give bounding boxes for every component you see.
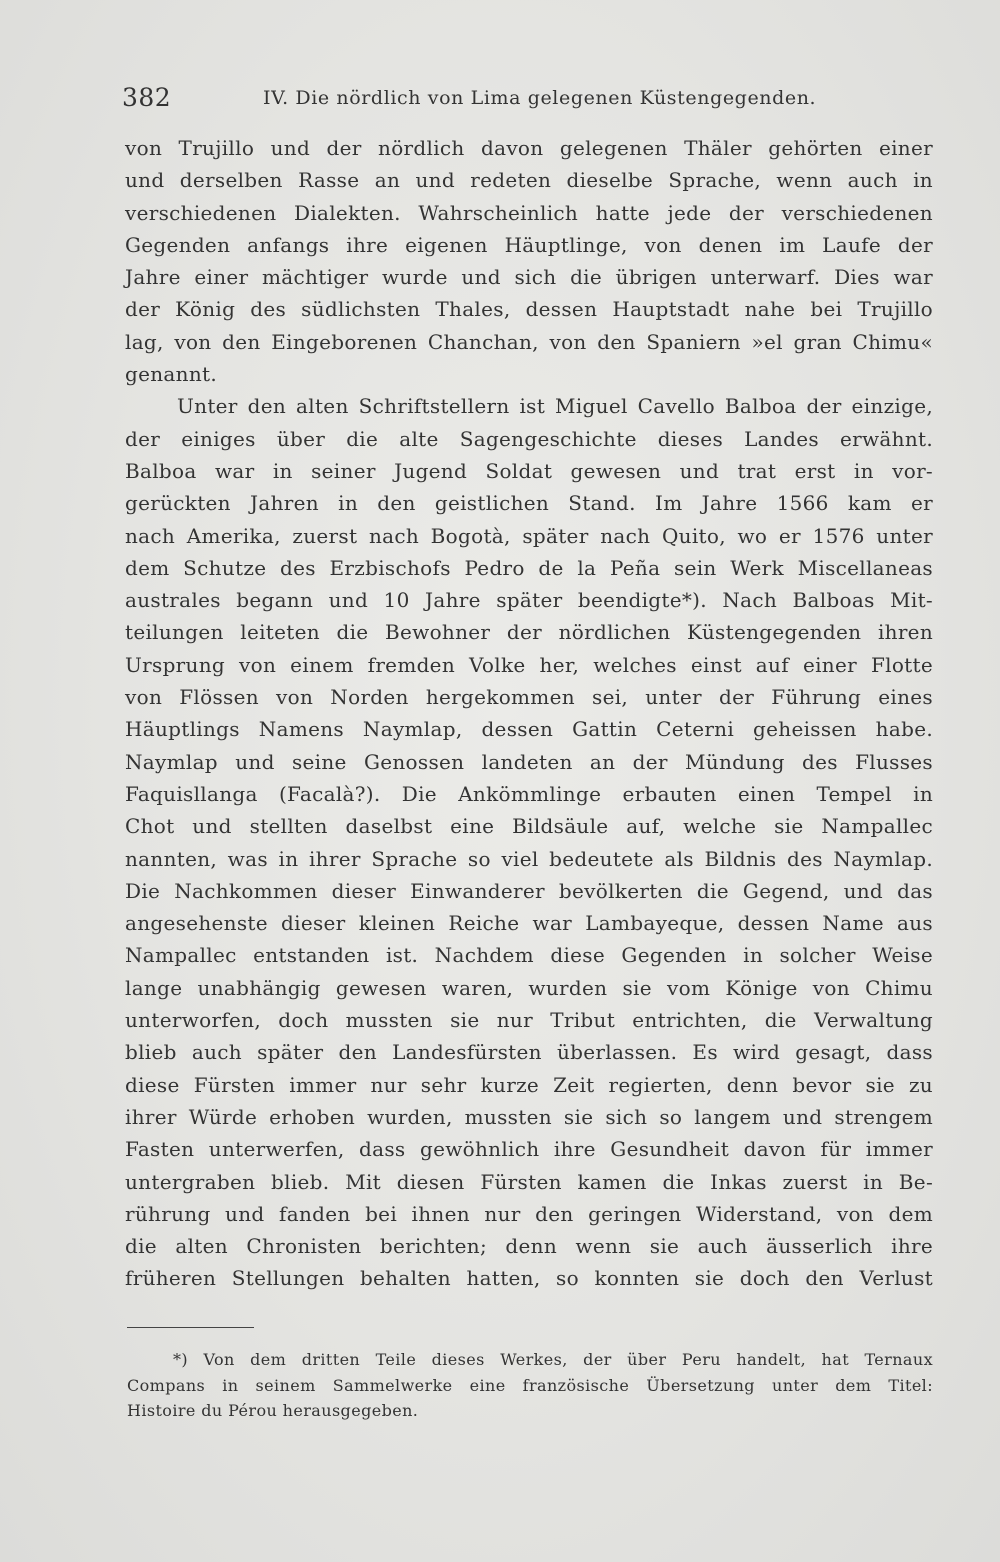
footnote-line: Compans in seinem Sammelwerke eine französische Übersetzung unter dem Titel: [127, 1375, 933, 1395]
text-line: dem Schutze des Erzbischofs Pedro de la Peña sein Werk Miscellaneas [125, 555, 933, 580]
text-line: der König des südlichsten Thales, dessen Hauptstadt nahe bei Trujillo [125, 297, 933, 322]
body-text [125, 132, 933, 1295]
text-line: verschiedenen Dialekten. Wahrscheinlich hatte jede der verschiedenen [125, 200, 933, 225]
text-line: Die Nachkommen dieser Einwanderer bevölkerten die Gegend, und das [125, 878, 933, 903]
text-line: Faquisllanga (Facalà?). Die Ankömmlinge erbauten einen Tempel in [125, 781, 933, 806]
text-line: australes begann und 10 Jahre später beendigte*). Nach Balboas Mit- [125, 588, 933, 613]
text-line: untergraben blieb. Mit diesen Fürsten kamen die Inkas zuerst in Be- [125, 1169, 933, 1194]
footnote-line: *) Von dem dritten Teile dieses Werkes, der über Peru handelt, hat Ternaux [173, 1350, 933, 1369]
text-line: Ursprung von einem fremden Volke her, welches einst auf einer Flotte [125, 652, 933, 677]
page-number: 382 [122, 83, 172, 112]
text-line: Unter den alten Schriftstellern ist Miguel Cavello Balboa der einzige, [177, 394, 933, 419]
text-line: unterworfen, doch mussten sie nur Tribut entrichten, die Verwaltung [125, 1008, 933, 1033]
footnote-line: Histoire du Pérou herausgegeben. [127, 1401, 419, 1420]
text-line: genannt. [125, 362, 217, 387]
text-line: Nampallec entstanden ist. Nachdem diese Gegenden in solcher Weise [125, 943, 933, 968]
text-line: lag, von den Eingeborenen Chanchan, von den Spaniern »el gran Chimu« [125, 329, 933, 354]
text-line: lange unabhängig gewesen waren, wurden sie vom Könige von Chimu [125, 975, 933, 1000]
footnote [127, 1347, 933, 1424]
text-line: von Flössen von Norden hergekommen sei, unter der Führung eines [125, 685, 933, 710]
text-line: früheren Stellungen behalten hatten, so konnten sie doch den Verlust [125, 1266, 933, 1291]
text-line: diese Fürsten immer nur sehr kurze Zeit regierten, denn bevor sie zu [125, 1072, 933, 1097]
text-line: Gegenden anfangs ihre eigenen Häuptlinge, von denen im Laufe der [125, 232, 933, 257]
text-line: ihrer Würde erhoben wurden, mussten sie sich so langem und strengem [125, 1104, 933, 1129]
text-line: Chot und stellten daselbst eine Bildsäule auf, welche sie Nampallec [125, 814, 933, 839]
text-line: und derselben Rasse an und redeten dieselbe Sprache, wenn auch in [125, 168, 933, 193]
text-line: nach Amerika, zuerst nach Bogotà, später nach Quito, wo er 1576 unter [125, 523, 933, 548]
footnote-divider [127, 1327, 254, 1328]
running-head: IV. Die nördlich von Lima gelegenen Küstengegenden. [263, 87, 817, 109]
page-header [0, 80, 1000, 116]
text-line: Fasten unterwerfen, dass gewöhnlich ihre Gesundheit davon für immer [125, 1137, 933, 1162]
text-line: Häuptlings Namens Naymlap, dessen Gattin Ceterni geheissen habe. [125, 717, 933, 742]
text-line: rührung und fanden bei ihnen nur den geringen Widerstand, von dem [125, 1201, 933, 1226]
text-line: der einiges über die alte Sagengeschichte dieses Landes erwähnt. [125, 426, 933, 451]
text-line: angesehenste dieser kleinen Reiche war Lambayeque, dessen Name aus [125, 911, 933, 936]
text-line: die alten Chronisten berichten; denn wenn sie auch äusserlich ihre [125, 1234, 933, 1259]
text-line: Balboa war in seiner Jugend Soldat gewesen und trat erst in vor- [125, 458, 933, 483]
text-line: Jahre einer mächtiger wurde und sich die übrigen unterwarf. Dies war [125, 265, 933, 290]
text-line: von Trujillo und der nördlich davon gelegenen Thäler gehörten einer [125, 136, 933, 160]
text-line: gerückten Jahren in den geistlichen Stand. Im Jahre 1566 kam er [125, 491, 933, 516]
text-line: Naymlap und seine Genossen landeten an der Mündung des Flusses [125, 749, 933, 774]
text-line: teilungen leiteten die Bewohner der nördlichen Küstengegenden ihren [125, 620, 933, 645]
text-line: blieb auch später den Landesfürsten überlassen. Es wird gesagt, dass [125, 1040, 933, 1065]
text-line: nannten, was in ihrer Sprache so viel bedeutete als Bildnis des Naymlap. [125, 846, 933, 871]
